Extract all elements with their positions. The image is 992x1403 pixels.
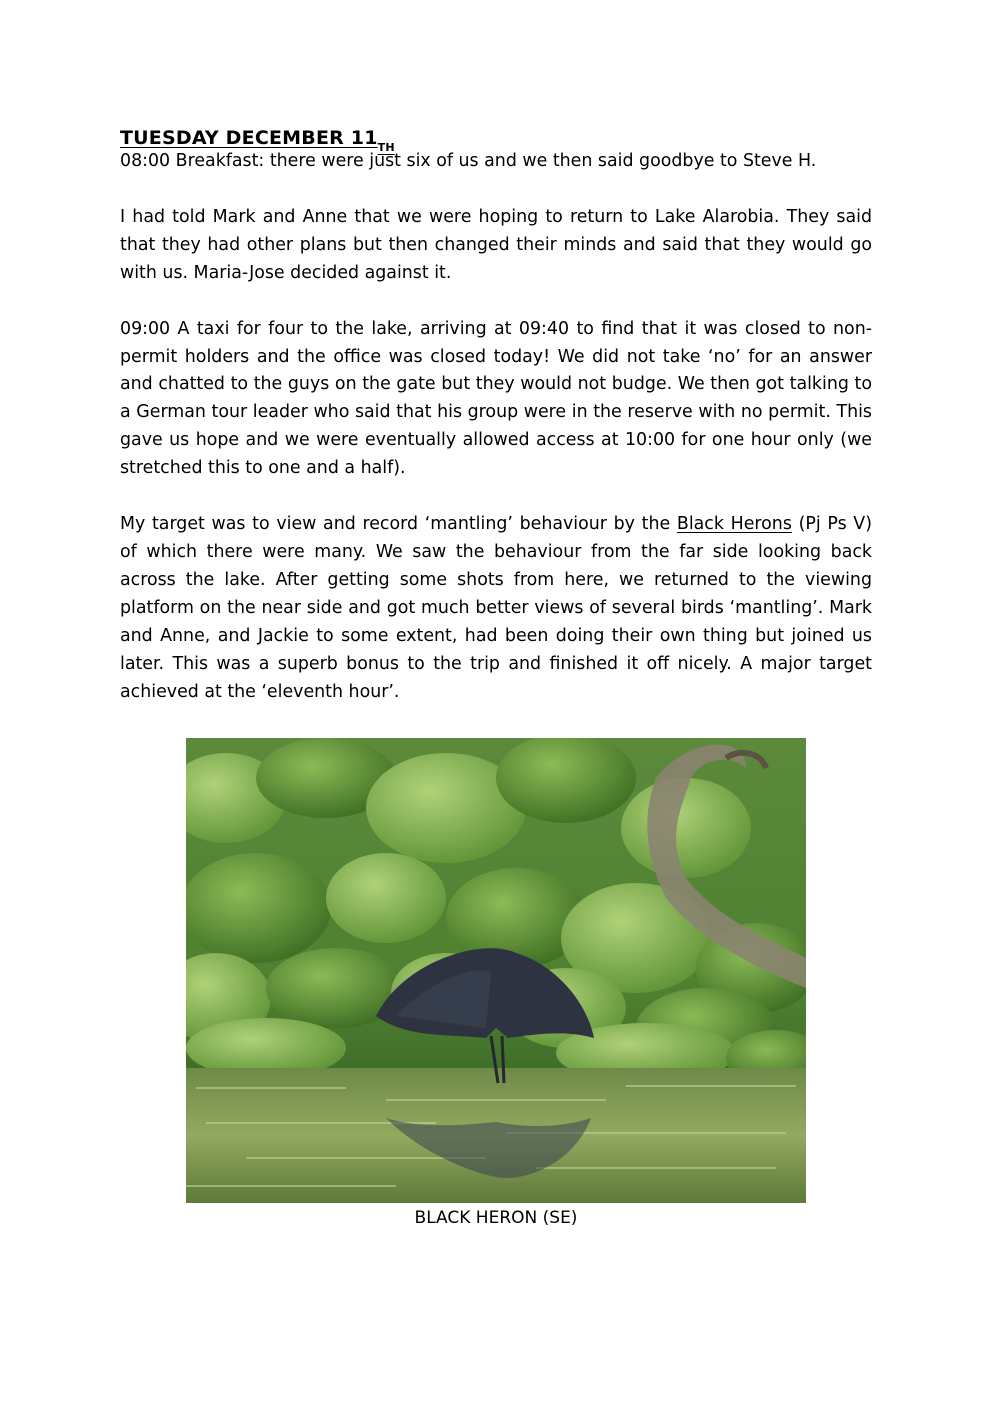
- paragraph-target: [120, 511, 872, 706]
- paragraph-plans: I had told Mark and Anne that we were hoping to return to Lake Alarobia. They said that they had other plans but then changed their minds and said that they would go with us. Maria-Jose decided against it.: [120, 206, 872, 283]
- photo-caption: BLACK HERON (SE): [414, 1208, 578, 1228]
- paragraph-target-start: My target was to view and record ‘mantling’ behaviour by the: [120, 514, 677, 535]
- day-heading: TUESDAY DECEMBER 11 TH: [120, 127, 395, 154]
- paragraph-taxi: 09:00 A taxi for four to the lake, arriving at 09:40 to find that it was closed to non-permit holders and the office was closed today! We did not take ‘no’ for an answer and chatted to the guys on the gate but they would not budge. We then got talking to a German tour leader who said that his group were in the reserve with no permit. This gave us hope and we were eventually allowed access at 10:00 for one hour only (we stretched this to one and a half).: [120, 318, 872, 479]
- black-heron-photo: [186, 738, 806, 1203]
- paragraph-breakfast: 08:00 Breakfast: there were just six of us and we then said goodbye to Steve H.: [120, 151, 817, 171]
- document-body: [120, 118, 872, 706]
- black-heron-image: [186, 738, 806, 1203]
- black-herons-link: Black Herons: [676, 514, 792, 535]
- day-heading-text: TUESDAY DECEMBER 11: [120, 127, 378, 149]
- paragraph-target-end: (Pj Ps V) of which there were many. We saw the behaviour from the far side looking back across the lake. After getting some shots from here, we returned to the viewing platform on the near side and got much better views of several birds ‘mantling’. Mark and Anne, and Jackie to some extent, had been doing their own thing but joined us later. This was a superb bonus to the trip and finished it off nicely. A major target achieved at the ‘eleventh hour’.: [120, 514, 872, 702]
